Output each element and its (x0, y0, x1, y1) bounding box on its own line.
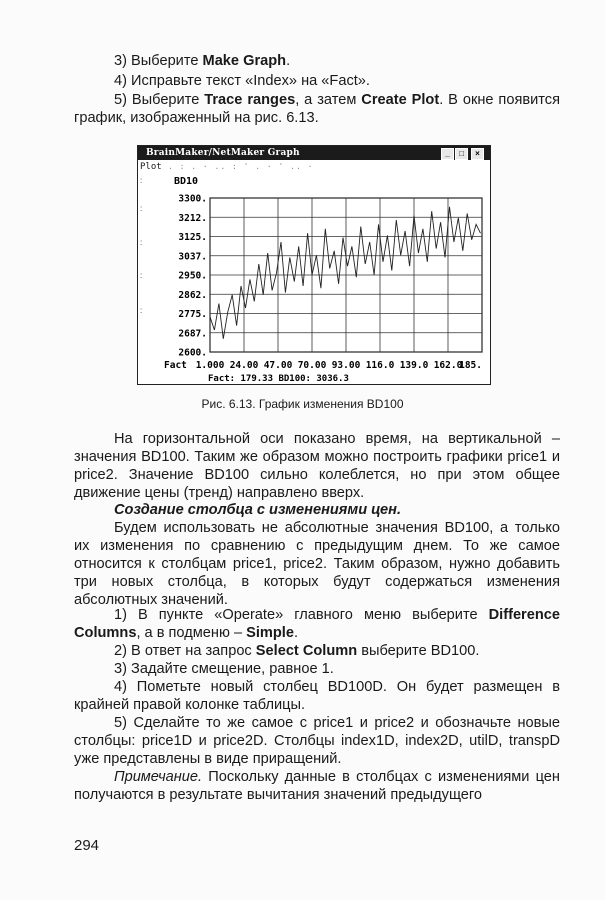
margin-mark: : (140, 238, 143, 247)
y-tick-label: 2600. (178, 347, 207, 359)
y-tick-label: 3125. (178, 232, 207, 243)
graph-window (137, 145, 491, 385)
x-axis-label: Fact (164, 360, 187, 371)
figure-caption: Рис. 6.13. График изменения BD100 (201, 397, 404, 411)
margin-mark: : (140, 204, 143, 213)
step-4-mark-column: 4) Пометьте новый столбец BD100D. Он будет размещен в крайней правой колонке таблицы. (74, 679, 560, 713)
step-2-select-column: 2) В ответ на запрос Select Column выберите BD100. (114, 643, 480, 659)
graph-window-title: BrainMaker/NetMaker Graph (146, 148, 300, 158)
section-subheading: Создание столбца с изменениями цен. (114, 502, 402, 518)
x-tick-label: 116.0 (365, 360, 395, 371)
y-tick-label: 2775. (178, 309, 207, 320)
y-tick-label: 2687. (178, 328, 207, 340)
page-number: 294 (74, 837, 100, 854)
margin-mark: : (140, 176, 143, 185)
margin-mark: : (140, 271, 143, 280)
x-tick-label: 1.000 (195, 360, 225, 371)
x-tick-label: 93.00 (331, 360, 361, 371)
step-4-fix-text: 4) Исправьте текст «Index» на «Fact». (114, 73, 370, 89)
cursor-readout: Fact: 179.33 BD100: 3036.3 (208, 374, 349, 384)
step-3-offset: 3) Задайте смещение, равное 1. (114, 661, 334, 677)
x-tick-label: 24.00 (229, 360, 259, 371)
x-tick-label: 70.00 (297, 360, 327, 371)
bd100-series-line (210, 207, 481, 339)
margin-mark: : (140, 306, 143, 315)
x-tick-label: 185. (459, 360, 482, 371)
plot-menu[interactable]: Plot (140, 162, 162, 172)
y-tick-label: 3037. (178, 251, 207, 263)
y-tick-label: 2950. (178, 270, 207, 282)
x-tick-label: 139.0 (399, 360, 429, 371)
x-tick-labels (196, 360, 482, 371)
step-5-price-columns: 5) Сделайте то же самое с price1 и price2 и обозначьте новые столбцы: price1D и price2D. Столбцы index1D, index2D, utilD, transpD уже представлены в виде приращений. (74, 715, 560, 767)
y-tick-label: 3300. (178, 193, 207, 205)
note-paragraph: Примечание. Поскольку данные в столбцах с изменениями цен получаются в результате вычитания значений предыдущего (74, 769, 560, 803)
step-1-difference-columns: 1) В пункте «Operate» главного меню выберите Difference Columns, а в подменю – Simple. (74, 607, 560, 641)
y-tick-label: 3212. (178, 212, 207, 224)
paragraph-axis-description: На горизонтальной оси показано время, на вертикальной – значения BD100. Таким же образом можно построить графики price1 и price2. Значение BD100 сильно колеблется, но при этом общее движение цены (тренд) направлено вверх. (74, 431, 560, 501)
bd100-chart (138, 146, 490, 384)
step-3-make-graph: 3) Выберите Make Graph. (114, 53, 291, 69)
y-tick-labels (178, 194, 207, 359)
x-tick-label: 47.00 (263, 360, 293, 371)
y-tick-label: 2862. (178, 289, 207, 301)
maximize-button[interactable]: □ (455, 148, 468, 160)
step-5-trace-ranges: 5) Выберите Trace ranges, а затем Create Plot. В окне появится график, изображенный на рис. 6.13. (74, 92, 560, 126)
menu-bar-noise-decoration: . : . · .. : ' . · ' .. · (168, 162, 314, 171)
series-label: BD10 (174, 176, 199, 187)
paragraph-differences: Будем использовать не абсолютные значения BD100, а только их изменения по сравнению с предыдущим днем. То же самое относится к столбцам price1, price2. Таким образом, нужно добавить три новых столбца, в которых будут содержаться изменения абсолютных значений. (74, 520, 560, 608)
minimize-button[interactable]: _ (441, 148, 454, 160)
x-tick-label: 162.0 (433, 360, 463, 371)
chart-grid (210, 198, 482, 352)
close-button[interactable]: × (471, 148, 484, 160)
